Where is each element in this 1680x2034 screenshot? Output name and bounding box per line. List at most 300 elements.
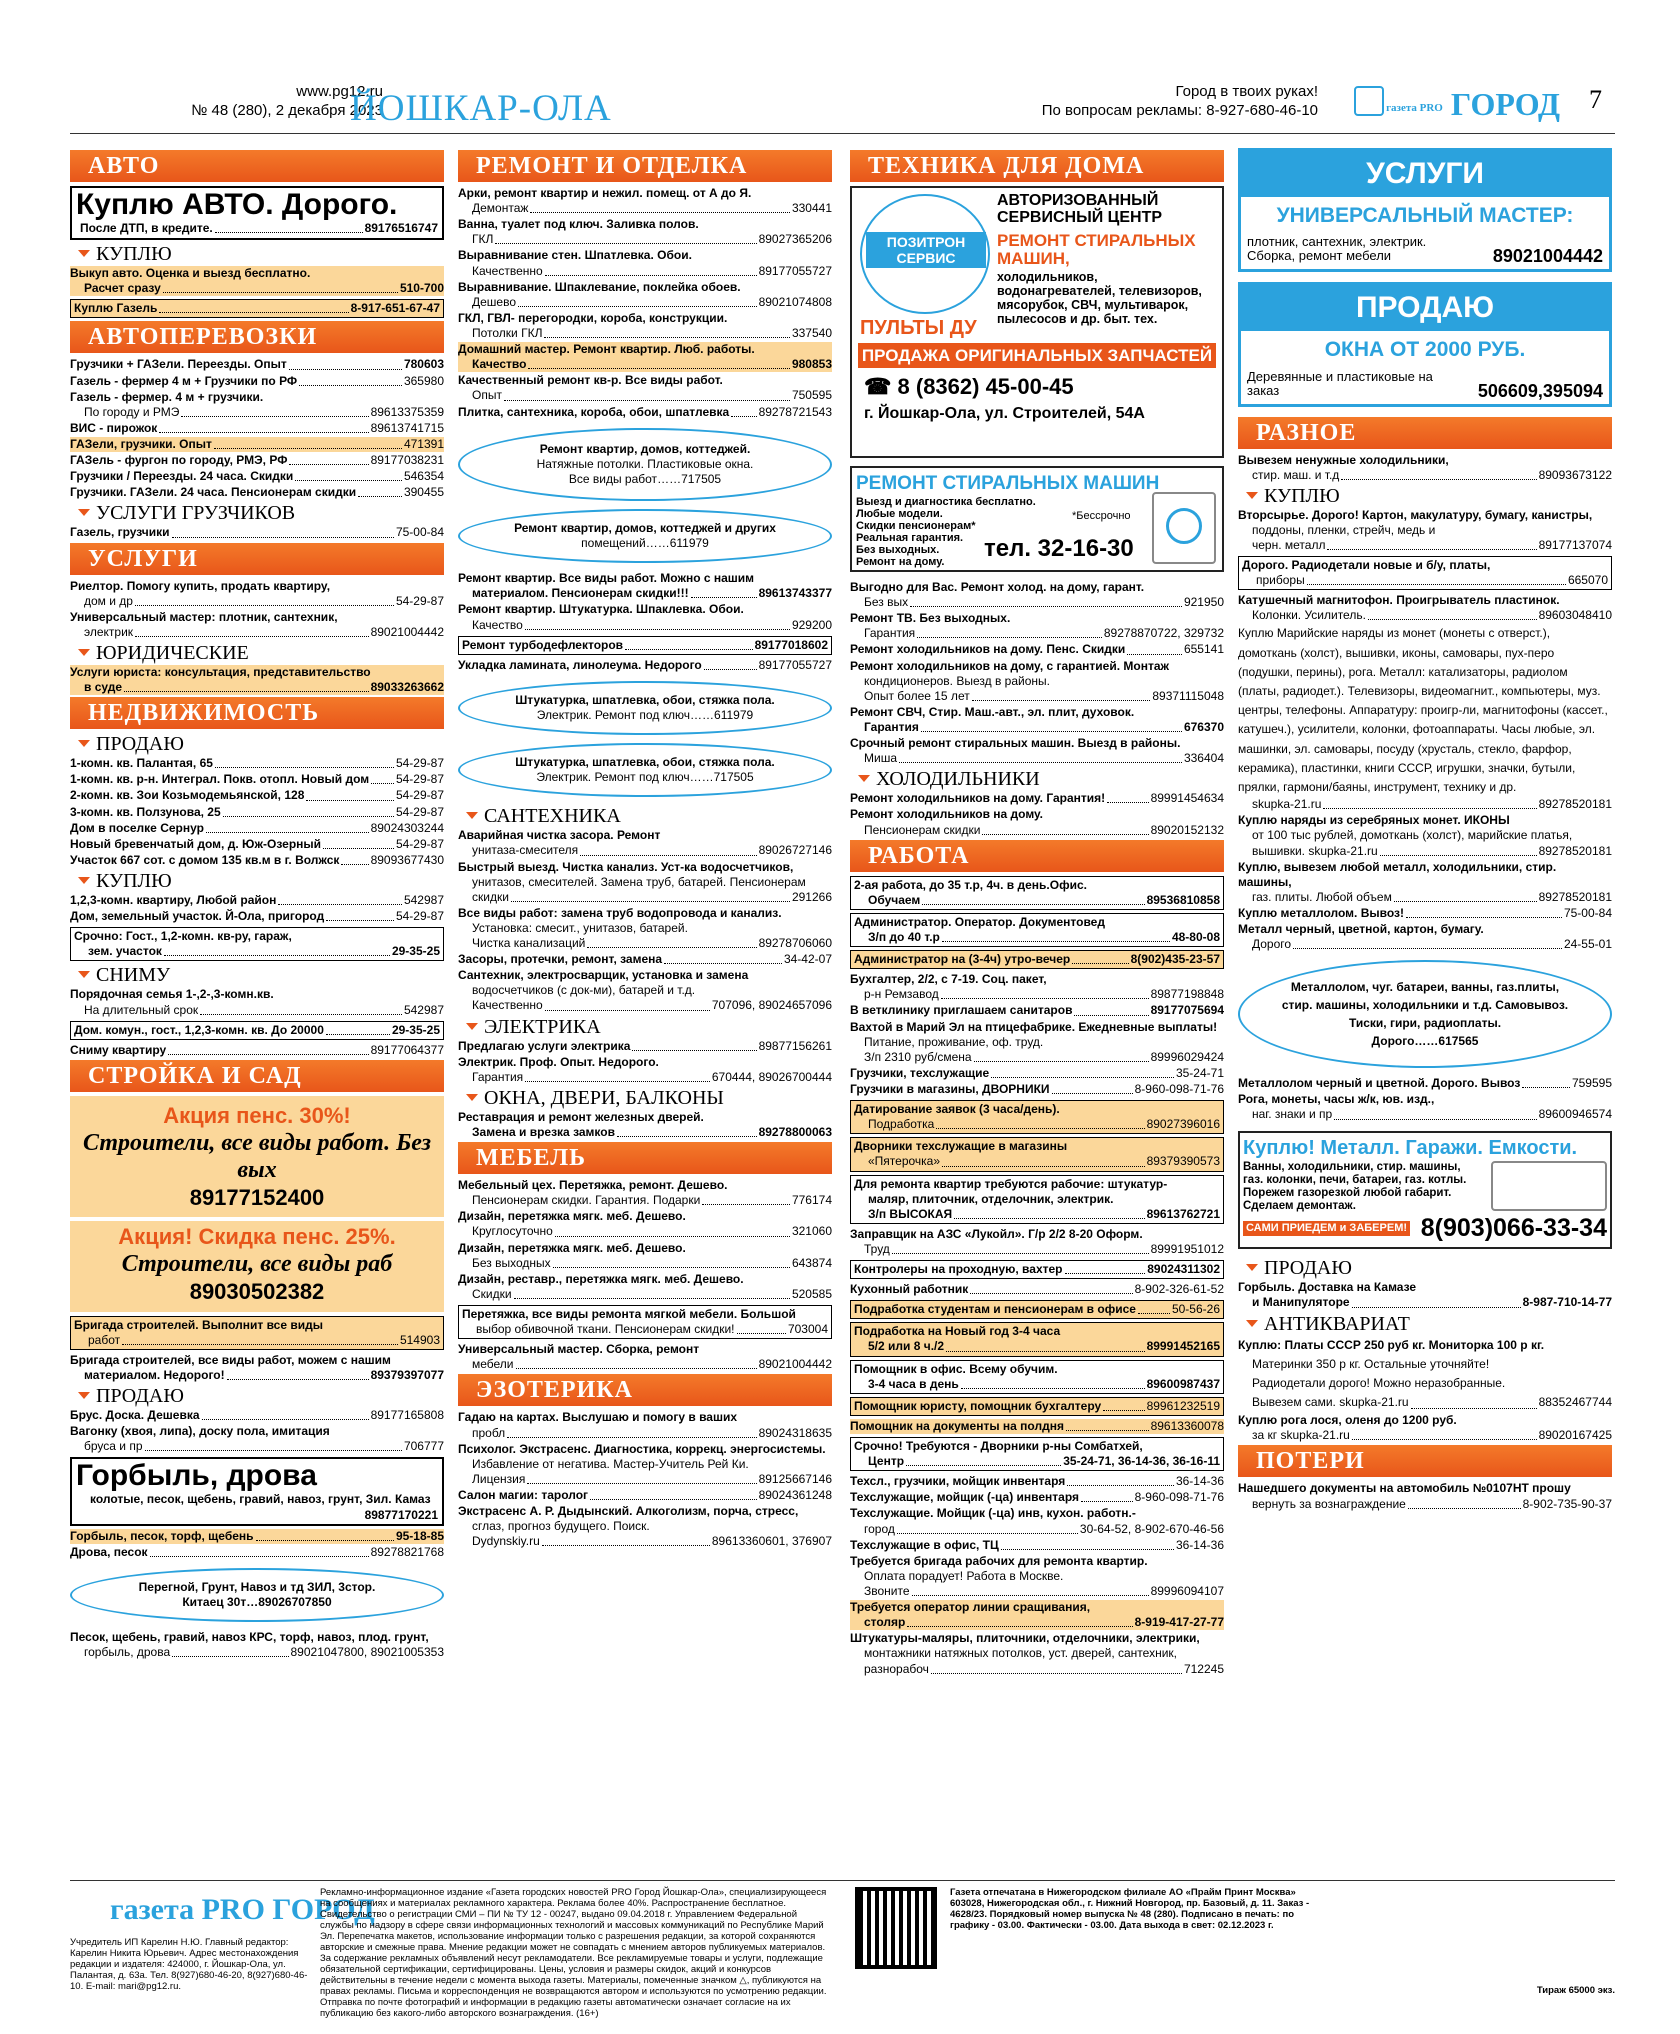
ad-text: Горбыль, дрова <box>76 1459 317 1493</box>
ad-listing <box>458 1209 832 1239</box>
ad-text: Психолог. Экстрасенс. Диагностика, коррекц. энергосистемы. <box>458 1441 826 1456</box>
ad-line: Все виды работ……717505 <box>568 471 722 486</box>
ad-text: Дом в поселке Сернур <box>70 820 204 835</box>
footer-logo: газета PRO ГОРОД <box>110 1893 375 1926</box>
ad-text: На длительный срок <box>84 1002 199 1017</box>
ad-text: 34-42-07 <box>783 952 832 967</box>
ad-line <box>70 1368 444 1383</box>
dot-leader <box>691 586 757 598</box>
ad-line <box>462 1322 828 1337</box>
dot-leader <box>544 326 789 338</box>
ad-listing <box>458 602 832 632</box>
ad-listing <box>1238 860 1612 905</box>
ad-metal-garages <box>1238 1131 1612 1250</box>
ad-text: Без вых <box>864 595 909 610</box>
ad-text: 321060 <box>791 1224 832 1239</box>
ad-listing <box>70 610 444 640</box>
ad-line <box>70 821 444 836</box>
ad-text: Горбыль, песок, торф, щебень <box>70 1528 254 1543</box>
ad-text: Ремонт квартир, домов, коттеджей и других <box>514 520 776 535</box>
ad-line <box>74 944 440 959</box>
ad-text: СЕРВИС <box>896 250 956 266</box>
ad-text: 330441 <box>791 201 832 216</box>
dot-leader <box>1067 1474 1174 1486</box>
ad-text: Все виды работ <box>568 471 658 486</box>
ad-text: 89021004442 <box>1492 246 1603 267</box>
ad-text: Нашедшего документы на автомобиль №0107НТ прошу <box>1238 1481 1571 1496</box>
ad-text: 712245 <box>1183 1661 1224 1676</box>
dot-leader <box>942 1154 1145 1166</box>
subsection-antikvariat: АНТИКВАРИАТ <box>1238 1313 1612 1335</box>
ad-text: Подработка студентам и пенсионерам в офисе <box>854 1302 1136 1317</box>
ad-text: 89996029424 <box>1150 1049 1224 1064</box>
ad-text: 50-56-26 <box>1171 1302 1220 1317</box>
dot-leader <box>530 201 790 213</box>
ad-text: Техсл., грузчики, мойщик инвентаря <box>850 1474 1066 1489</box>
ad-listing <box>458 373 832 403</box>
dot-leader <box>511 890 790 902</box>
ad-text: Акция пенс. 30%! <box>163 1102 351 1128</box>
issue-info <box>108 82 383 120</box>
ad-text: Грузчики / Переезды. 24 часа. Скидки <box>70 469 294 484</box>
header-right <box>1042 82 1318 120</box>
ad-text: 89278800063 <box>758 1125 832 1140</box>
ad-line <box>458 357 832 372</box>
ad-listing <box>70 266 444 296</box>
ad-text: Звоните <box>864 1584 910 1599</box>
ad-text: Рога, монеты, часы ж/к, юв. изд., <box>1238 1092 1435 1107</box>
ad-text: Куплю металлолом. Вывоз! <box>1238 905 1404 920</box>
ad-text: Новый бревенчатый дом, д. Юж-Озерный <box>70 836 322 851</box>
ad-text: скидки <box>472 889 509 904</box>
ad-line <box>70 680 444 695</box>
ad-line <box>458 388 832 403</box>
ad-text: Все виды работ: замена труб водопровода и канализ. <box>458 905 782 920</box>
dot-leader <box>223 805 394 817</box>
ad-text: Аварийная чистка засора. Ремонт <box>458 828 661 843</box>
ad-listing <box>458 1488 832 1503</box>
pulty-du: ПУЛЬТЫ ДУ <box>860 317 977 339</box>
ad-text: 8-902-326-61-52 <box>1134 1282 1224 1297</box>
ad-text: Песок, щебень, гравий, навоз КРС, торф, навоз, плод. грунт, <box>70 1630 429 1645</box>
ad-line: Электрик. Ремонт под ключ……717505 <box>536 770 754 785</box>
ad-text: Администратор на (3-4ч) утро-вечер <box>854 952 1071 967</box>
ad-text: 29-35-25 <box>391 944 440 959</box>
ad-text: разнорабоч <box>864 1661 929 1676</box>
ad-text: Срочно! Требуются - Дворники р-ны Сомбатхей, <box>854 1439 1143 1454</box>
ad-line <box>458 295 832 310</box>
ad-line <box>1238 1107 1612 1122</box>
ad-listing <box>70 1545 444 1560</box>
ad-text: 54-29-87 <box>395 756 444 771</box>
subsection-santehnika: САНТЕХНИКА <box>458 805 832 827</box>
subsection-gruzchiki: УСЛУГИ ГРУЗЧИКОВ <box>70 502 444 524</box>
promo-builders-30 <box>70 1096 444 1217</box>
ad-text: Салон магии: таролог <box>458 1488 589 1502</box>
ad-listing <box>70 299 444 318</box>
ad-line <box>70 893 444 908</box>
ad-text: 365980 <box>403 373 444 388</box>
ad-text: 89021004442 <box>758 1357 832 1372</box>
ad-text: 89027365206 <box>758 232 832 247</box>
site-url[interactable]: www.pg12.ru <box>296 83 383 100</box>
ad-line <box>458 1125 832 1140</box>
ad-line <box>1238 1393 1612 1412</box>
ad-text: город <box>864 1521 895 1536</box>
ad-listing <box>70 805 444 820</box>
ad-text: унитаза-смесителя <box>472 843 579 858</box>
subsection-prodayu: ПРОДАЮ <box>1238 1257 1612 1279</box>
ad-line <box>74 1023 440 1038</box>
ad-text: 703004 <box>787 1322 828 1337</box>
ad-text: Вагонку (хвоя, липа), доску пола, имитация <box>70 1424 330 1439</box>
dot-leader <box>1127 642 1182 654</box>
ad-text: 89177137074 <box>1538 537 1612 552</box>
dot-leader <box>542 1534 710 1546</box>
ad-text: Газель - фермер. 4 м + грузчики. <box>70 389 264 404</box>
ad-text: САМИ ПРИЕДЕМ и ЗАБЕРЕМ! <box>1243 1221 1410 1237</box>
ad-line <box>854 1262 1220 1277</box>
ad-listing <box>70 987 444 1017</box>
section-ezoterika: ЭЗОТЕРИКА <box>458 1374 832 1406</box>
ad-text: Штукатурка, шпатлевка, обои, стяжка пола. <box>515 692 775 707</box>
dot-leader <box>518 295 757 307</box>
ad-text: 546354 <box>403 469 444 484</box>
dot-leader <box>555 1224 790 1236</box>
ad-text: УСЛУГИ <box>1241 151 1609 197</box>
ad-listing <box>458 1305 832 1339</box>
ad-text: 54-29-87 <box>395 909 444 924</box>
ad-text: 95-18-85 <box>395 1528 444 1543</box>
section-rabota: РАБОТА <box>850 840 1224 872</box>
ad-text: 8-919-417-27-77 <box>1134 1615 1224 1630</box>
ad-line <box>1238 1497 1612 1512</box>
ad-text: 2-ая работа, до 35 т.р, 4ч. в день.Офис. <box>854 877 1087 892</box>
ad-listing <box>70 788 444 803</box>
ad-line <box>458 890 832 905</box>
section-uslugi: УСЛУГИ <box>70 543 444 575</box>
ad-text: 89877156261 <box>758 1038 832 1053</box>
ad-listing <box>70 437 444 452</box>
ad-line <box>1238 844 1612 859</box>
ad-listing <box>458 571 832 601</box>
ad-line <box>458 1426 832 1441</box>
ad-listing <box>70 1408 444 1423</box>
ad-listing <box>70 665 444 695</box>
ad-text: Куплю! Металл. Гаражи. Емкости. <box>1243 1136 1578 1159</box>
ad-text: 54-29-87 <box>395 836 444 851</box>
ad-text: 655141 <box>1183 642 1224 657</box>
ad-text: 542987 <box>403 1002 444 1017</box>
ad-listing <box>1238 1092 1612 1122</box>
ad-text: выбор обивочной ткани. Пенсионерам скидки! <box>476 1322 735 1337</box>
ad-text: 929200 <box>791 617 832 632</box>
ad-line <box>458 405 832 420</box>
qr-code-icon[interactable] <box>855 1887 937 1969</box>
footer-print: Газета отпечатана в Нижегородском филиале АО «Прайм Принт Москва» 603028, Нижегородская обл., г. Нижний Новгород, пр. Базовый, д. 11. Заказ - 4628/23. Порядковый номер выпуска № 48 (280). Подписано в печать: по графику - 03.00. Фактически - 03.00. Дата выхода в свет: 02.12.2023 г. <box>950 1887 1310 1931</box>
ad-listing <box>850 913 1224 947</box>
ad-text: 36-14-36 <box>1175 1537 1224 1552</box>
ad-text: 89027396016 <box>1146 1117 1220 1132</box>
dot-leader <box>941 987 1149 999</box>
ad-line <box>850 626 1224 641</box>
ad-listing <box>850 1490 1224 1505</box>
ad-text: ОКНА ОТ 2000 РУБ. <box>1324 338 1526 362</box>
ad-text: 8-917-651-67-47 <box>350 301 440 316</box>
ad-text: 30-64-52, 8-902-670-46-56 <box>1079 1521 1224 1536</box>
city-title: ЙОШКАР-ОЛА <box>350 88 612 129</box>
ad-line <box>850 689 1224 704</box>
ad-text: черн. металл <box>1252 537 1326 552</box>
ad-listing <box>850 1227 1224 1257</box>
ad-line <box>1238 538 1612 553</box>
ad-text: 8-960-098-71-76 <box>1134 1490 1224 1505</box>
ad-text: Круглосуточно <box>472 1224 553 1239</box>
ad-text: 89600946574 <box>1538 1107 1612 1122</box>
ad-text: Срочно: Гост., 1,2-комн. кв-ру, гараж, <box>74 929 292 944</box>
ad-line <box>458 1357 832 1372</box>
ad-text: Универсальный мастер: плотник, сантехник, <box>70 609 338 624</box>
section-poteri: ПОТЕРИ <box>1238 1445 1612 1477</box>
ad-text: 89991951012 <box>1150 1241 1224 1256</box>
ad-text: Помощник юристу, помощник бухгалтеру <box>854 1398 1102 1413</box>
ad-text: ВИС - пирожок <box>70 420 158 435</box>
ad-line: помещений……611979 <box>581 536 709 551</box>
ad-text: ГКЛ, ГВЛ- перегородки, короба, конструкции. <box>458 310 728 325</box>
ad-text: Дворники техслужащие в магазины <box>854 1139 1068 1154</box>
ad-text: материалом. Пенсионерам скидки!!! <box>472 586 689 601</box>
ad-line <box>1238 1428 1612 1443</box>
ad-listing <box>1238 508 1612 553</box>
ad-text: Грузчики. ГАЗели. 24 часа. Пенсионерам скидки <box>70 485 357 500</box>
dot-leader <box>172 525 394 537</box>
ad-line <box>70 756 444 771</box>
ad-oval-metallolom <box>1238 960 1612 1068</box>
ad-listing <box>70 1021 444 1040</box>
ad-text: Плитка, сантехника, короба, обои, шпатлевка <box>458 404 730 419</box>
ad-line <box>458 936 832 951</box>
ad-text: Металлолом черный и цветной. Дорого. Вывоз <box>1238 1076 1521 1091</box>
dot-leader <box>124 680 369 692</box>
section-raznoe: РАЗНОЕ <box>1238 417 1612 449</box>
ad-text: за кг skupka-21.ru <box>1252 1428 1350 1443</box>
ad-text: 3-4 часа в день <box>868 1376 959 1391</box>
ad-line <box>70 281 444 296</box>
ad-text: 89278520181 <box>1538 889 1612 904</box>
dot-leader <box>202 1408 369 1420</box>
ad-listing <box>70 390 444 420</box>
dot-leader <box>970 1282 1132 1294</box>
ad-line <box>1243 1161 1607 1213</box>
ad-text: Реальная гарантия. <box>856 531 964 544</box>
ad-text: Демонтаж <box>472 201 529 216</box>
ad-text: 3-комн. кв. Ползунова, 25 <box>70 804 221 819</box>
dot-leader <box>946 1339 1145 1351</box>
ad-text: Датирование заявок (3 часа/день). <box>854 1102 1060 1117</box>
ad-line: Китаец 30т…89026707850 <box>182 1595 332 1610</box>
ad-line <box>850 1584 1224 1599</box>
ad-text: Грузчики + ГАЗели. Переезды. Опыт <box>70 357 287 372</box>
ad-listing <box>70 821 444 836</box>
ad-gorbyl-drova <box>70 1457 444 1525</box>
dot-leader <box>163 281 398 293</box>
dot-leader <box>942 930 1170 942</box>
ad-text: электрик <box>84 624 134 639</box>
ad-line <box>458 1256 832 1271</box>
ad-listing <box>458 1241 832 1271</box>
ad-line <box>458 1287 832 1302</box>
ad-text: 89093673122 <box>1538 467 1612 482</box>
ad-line <box>70 1043 444 1058</box>
ad-text: Вторсырье. Дорого! Картон, макулатуру, бумагу, канистры, <box>1238 507 1593 522</box>
ad-text: Универсальный мастер. Сборка, ремонт <box>458 1342 700 1357</box>
ad-text: 89877170221 <box>364 1507 438 1522</box>
ad-text: *Бессрочно <box>1072 510 1131 522</box>
section-tehnika: ТЕХНИКА ДЛЯ ДОМА <box>850 150 1224 182</box>
column-4 <box>1238 148 1612 1513</box>
ad-text: Помощник на документы на полдня <box>850 1418 1064 1433</box>
dot-leader <box>1293 937 1562 949</box>
ad-text: Центр <box>868 1454 905 1469</box>
ad-text: 89613743377 <box>758 586 832 601</box>
dot-leader <box>159 421 368 433</box>
ad-listing <box>458 1272 832 1302</box>
ad-line <box>70 374 444 389</box>
slogan: Город в твоих руках! <box>1175 83 1318 100</box>
dot-leader <box>341 853 368 865</box>
ad-listing <box>458 1055 832 1085</box>
ad-line <box>458 952 832 967</box>
ad-line <box>458 264 832 279</box>
ad-text: и Манипуляторе <box>1252 1295 1350 1310</box>
promo-builders-25 <box>70 1221 444 1311</box>
ad-text: 89379390573 <box>1146 1154 1220 1169</box>
ad-text: 89278706060 <box>758 936 832 951</box>
ad-text: Предлагаю услуги электрика <box>458 1038 631 1053</box>
dot-leader <box>912 1584 1149 1596</box>
ad-text: 89613375359 <box>370 404 444 419</box>
ad-positron-service <box>850 186 1224 458</box>
ad-text: 8 (8362) 45-00-45 <box>897 374 1074 399</box>
ad-line <box>850 1490 1224 1505</box>
ad-line <box>850 1662 1224 1677</box>
dot-leader <box>215 221 363 233</box>
ad-text: 75-00-84 <box>1563 905 1612 920</box>
ad-text: поддоны, пленки, стрейч, медь и <box>1252 522 1436 537</box>
dot-leader <box>906 1454 1061 1466</box>
ad-text: Качественный ремонт кв-р. Все виды работ. <box>458 373 723 388</box>
ad-listing <box>70 421 444 436</box>
dot-leader <box>256 1529 394 1541</box>
dot-leader <box>289 357 402 369</box>
ad-listing <box>850 1260 1224 1279</box>
ad-text: ГАЗель - фургон по городу, РМЭ, РФ <box>70 453 288 468</box>
header-divider <box>70 133 1615 134</box>
ad-line <box>458 1070 832 1085</box>
ad-listing <box>850 1554 1224 1599</box>
ad-text: плотник, сантехник, электрик. Сборка, ремонт мебели <box>1247 234 1427 264</box>
ad-line <box>850 1066 1224 1081</box>
section-perevozki: АВТОПЕРЕВОЗКИ <box>70 321 444 353</box>
ad-text: Ремонт квартир, домов, коттеджей. <box>539 441 751 456</box>
ad-line <box>1241 231 1609 269</box>
ad-text: 89020152132 <box>1150 822 1224 837</box>
dot-leader <box>921 720 1182 732</box>
ad-listing <box>458 658 832 673</box>
ad-listing <box>70 1043 444 1058</box>
ad-listing <box>70 485 444 500</box>
ad-text: 1-комн. кв. р-н. Интеграл. Покв. отопл. Новый дом <box>70 772 370 787</box>
dot-leader <box>227 1368 369 1380</box>
ad-text: р-н Ремзавод <box>864 987 939 1002</box>
ad-line <box>1166 508 1202 544</box>
ad-text: 676370 <box>1183 719 1224 734</box>
ad-line <box>854 1339 1220 1354</box>
ad-line <box>850 595 1224 610</box>
ad-text: ПРОДАЮ <box>1241 285 1609 331</box>
ad-line <box>458 1534 832 1549</box>
ad-text: 89177055727 <box>758 263 832 278</box>
ad-text: 336404 <box>1183 751 1224 766</box>
ad-text: Установка: смесит., унитазов, батарей. <box>472 920 688 935</box>
dot-leader <box>545 264 757 276</box>
section-stroyka: СТРОЙКА И САД <box>70 1060 444 1092</box>
dot-leader <box>135 625 369 637</box>
dot-leader <box>1411 1393 1537 1409</box>
ad-listing <box>458 280 832 310</box>
dot-leader <box>1323 797 1536 809</box>
ad-text: водосчетчиков (с док-ми), батарей и т.д. <box>472 983 696 998</box>
ad-text: Катушечный магнитофон. Проигрыватель пластинок. <box>1238 593 1560 608</box>
dot-leader <box>553 1256 790 1268</box>
ad-text: газ. плиты. Любой объем <box>1252 889 1392 904</box>
ad-text: Ремонт холодильников на дому, с гарантией. Монтаж <box>850 658 1170 673</box>
ad-text: Помощник в офис. Всему обучим. <box>854 1361 1058 1376</box>
ad-listing <box>850 1631 1224 1676</box>
ad-text: 89278721543 <box>758 404 832 419</box>
ad-text: 89278821768 <box>370 1544 444 1559</box>
ad-text: Газель - фермер 4 м + Грузчики по РФ <box>70 373 298 388</box>
dot-leader <box>306 788 394 800</box>
ad-text: Ремонт квартир. Штукатурка. Шпаклевка. Обои. <box>458 602 744 617</box>
ad-text: Грузчики, техслужащие <box>850 1065 990 1080</box>
ad-text: Опыт более 15 лет <box>864 688 970 703</box>
ad-text: Требуется бригада рабочих для ремонта квартир. <box>850 1553 1148 1568</box>
ad-listing <box>850 1437 1224 1471</box>
dot-leader <box>1081 1490 1133 1502</box>
ad-text: наг. знаки и пр <box>1252 1107 1333 1122</box>
dot-leader <box>1074 1003 1148 1015</box>
section-nedvizhimost: НЕДВИЖИМОСТЬ <box>70 697 444 729</box>
ad-text: приборы <box>1256 573 1305 588</box>
ad-listing <box>850 950 1224 969</box>
ad-line <box>1242 573 1608 588</box>
ad-text: Вывезем ненужные холодильники, <box>1238 452 1449 467</box>
dot-leader <box>664 952 782 964</box>
ad-text: 89024311302 <box>1147 1262 1220 1277</box>
dot-leader <box>991 1066 1174 1078</box>
ad-text: 24-55-01 <box>1563 937 1612 952</box>
ad-text: Избавление от негатива. Мастер-Учитель Рей Ки. <box>472 1456 749 1471</box>
page-header <box>70 82 1610 132</box>
ad-text: Замена и врезка замков <box>472 1125 615 1140</box>
ad-text: Газель, грузчики <box>70 525 170 540</box>
ad-line <box>70 469 444 484</box>
ad-text: горбыль, дрова <box>84 1645 171 1660</box>
ad-text: 89278520181 <box>1538 797 1612 812</box>
ad-text: Строители, все виды раб <box>121 1250 393 1277</box>
dot-leader <box>200 1003 402 1015</box>
